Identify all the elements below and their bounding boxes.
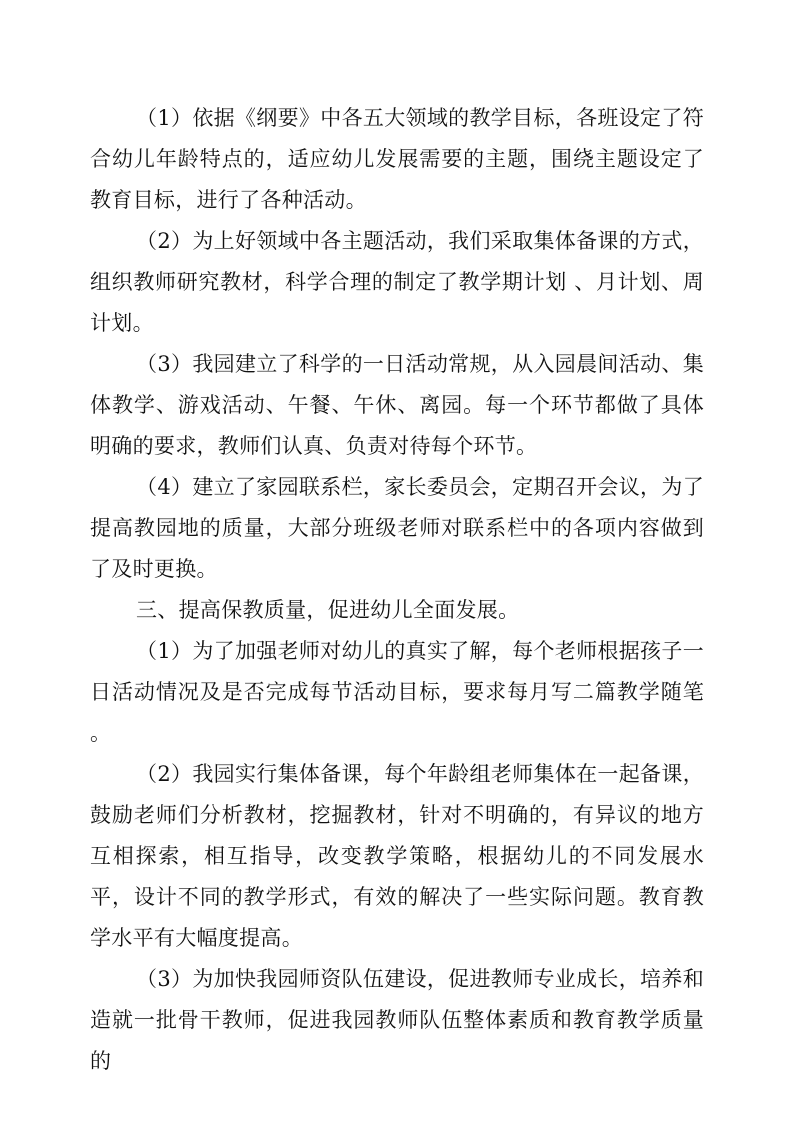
paragraph-teacher-development: （3）为加快我园师资队伍建设，促进教师专业成长，培养和造就一批骨干教师，促进我园教师队伍整体素质和教育教学质量的 <box>90 967 704 1073</box>
paragraph-home-school-board: （4）建立了家园联系栏，家长委员会，定期召开会议，为了提高教园地的质量，大部分班级老师对联系栏中的各项内容做到了及时更换。 <box>90 475 704 581</box>
paragraph-collective-planning: （2）我园实行集体备课，每个年龄组老师集体在一起备课，鼓励老师们分析教材，挖掘教材，针对不明确的，有异议的地方互相探索，相互指导，改变教学策略，根据幼儿的不同发展水平，设计不同的教学形式，有效的解决了一些实际问题。教育教学水平有大幅度提高。 <box>90 762 704 950</box>
paragraph-goals: （1）依据《纲要》中各五大领域的教学目标，各班设定了符合幼儿年龄特点的，适应幼儿发展需要的主题，围绕主题设定了教育目标，进行了各种活动。 <box>90 106 704 212</box>
document-body <box>90 98 704 1082</box>
section-heading-quality: 三、提高保教质量，促进幼儿全面发展。 <box>136 598 520 622</box>
paragraph-lesson-planning: （2）为上好领域中各主题活动，我们采取集体备课的方式，组织教师研究教材，科学合理的制定了教学期计划 、月计划、周计划。 <box>90 229 704 335</box>
paragraph-teaching-notes: （1）为了加强老师对幼儿的真实了解，每个老师根据孩子一日活动情况及是否完成每节活动目标，要求每月写二篇教学随笔 。 <box>90 639 704 745</box>
paragraph-daily-routine: （3）我园建立了科学的一日活动常规，从入园晨间活动、集体教学、游戏活动、午餐、午休、离园。每一个环节都做了具体明确的要求，教师们认真、负责对待每个环节。 <box>90 352 704 458</box>
